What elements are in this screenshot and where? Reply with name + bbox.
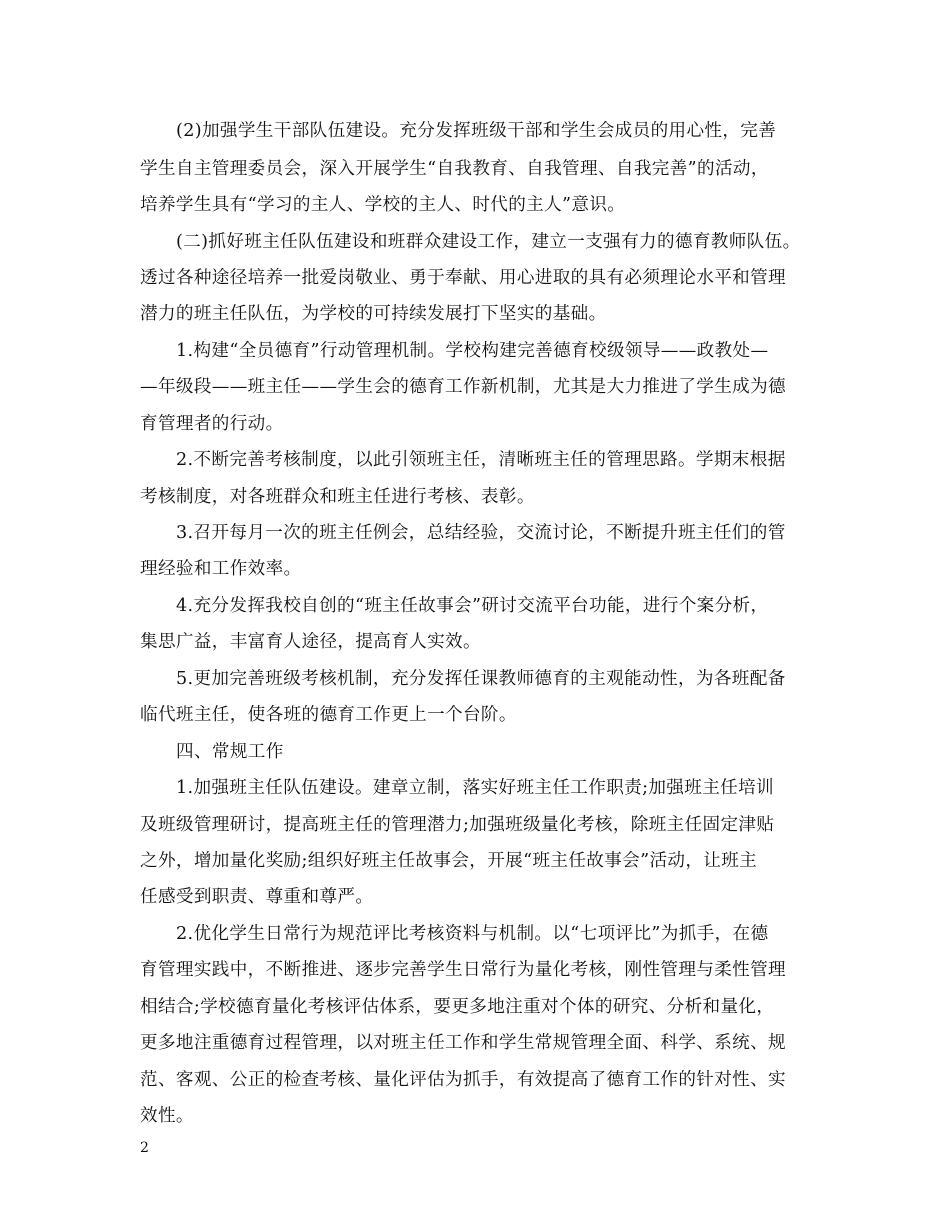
text-line: 相结合;学校德育量化考核评估体系，要更多地注重对个体的研究、分析和量化， — [140, 997, 775, 1017]
text-line: 考核制度，对各班群众和班主任进行考核、表彰。 — [140, 487, 535, 507]
text-line: 理经验和工作效率。 — [140, 559, 302, 579]
text-line: 育管理者的行动。 — [140, 414, 284, 434]
text-line: 更多地注重德育过程管理，以对班主任工作和学生常规管理全面、科学、系统、规 — [140, 1033, 786, 1053]
text-line: 4.充分发挥我校自创的“班主任故事会”研讨交流平台功能，进行个案分析， — [176, 596, 769, 616]
text-line: 及班级管理研讨，提高班主任的管理潜力;加强班级量化考核，除班主任固定津贴 — [140, 815, 775, 835]
text-line: 育管理实践中，不断推进、逐步完善学生日常行为量化考核，刚性管理与柔性管理 — [140, 960, 786, 980]
section-heading: 四、常规工作 — [176, 742, 284, 762]
text-line: 2.不断完善考核制度，以此引领班主任，清晰班主任的管理思路。学期末根据 — [176, 450, 786, 470]
text-line: 培养学生具有“学习的主人、学校的主人、时代的主人”意识。 — [140, 195, 626, 215]
text-line: (2)加强学生干部队伍建设。充分发挥班级干部和学生会成员的用心性，完善 — [176, 121, 777, 141]
page-number: 2 — [140, 1140, 149, 1156]
text-line: 1.构建“全员德育”行动管理机制。学校构建完善德育校级领导——政教处— — [176, 341, 769, 361]
text-line: 2.优化学生日常行为规范评比考核资料与机制。以“七项评比”为抓手，在德 — [176, 924, 769, 944]
text-line: 效性。 — [140, 1106, 194, 1126]
text-line: 之外，增加量化奖励;组织好班主任故事会，开展“班主任故事会”活动，让班主 — [140, 851, 758, 871]
text-line: 1.加强班主任队伍建设。建章立制，落实好班主任工作职责;加强班主任培训 — [176, 778, 774, 798]
text-line: 5.更加完善班级考核机制，充分发挥任课教师德育的主观能动性，为各班配备 — [176, 669, 786, 689]
text-line: 临代班主任，使各班的德育工作更上一个台阶。 — [140, 705, 517, 725]
text-line: 3.召开每月一次的班主任例会，总结经验，交流讨论，不断提升班主任们的管 — [176, 523, 786, 543]
text-line: 任感受到职责、尊重和尊严。 — [140, 887, 374, 907]
text-line: 潜力的班主任队伍，为学校的可持续发展打下坚实的基础。 — [140, 304, 607, 324]
text-line: (二)抓好班主任队伍建设和班群众建设工作，建立一支强有力的德育教师队伍。 — [176, 232, 801, 252]
text-line: 透过各种途径培养一批爱岗敬业、勇于奉献、用心进取的具有必须理论水平和管理 — [140, 268, 786, 288]
text-line: —年级段——班主任——学生会的德育工作新机制，尤其是大力推进了学生成为德 — [140, 377, 786, 397]
text-line: 范、客观、公正的检查考核、量化评估为抓手，有效提高了德育工作的针对性、实 — [140, 1070, 786, 1090]
text-line: 集思广益，丰富育人途径，提高育人实效。 — [140, 632, 481, 652]
text-line: 学生自主管理委员会，深入开展学生“自我教育、自我管理、自我完善”的活动， — [140, 159, 769, 179]
